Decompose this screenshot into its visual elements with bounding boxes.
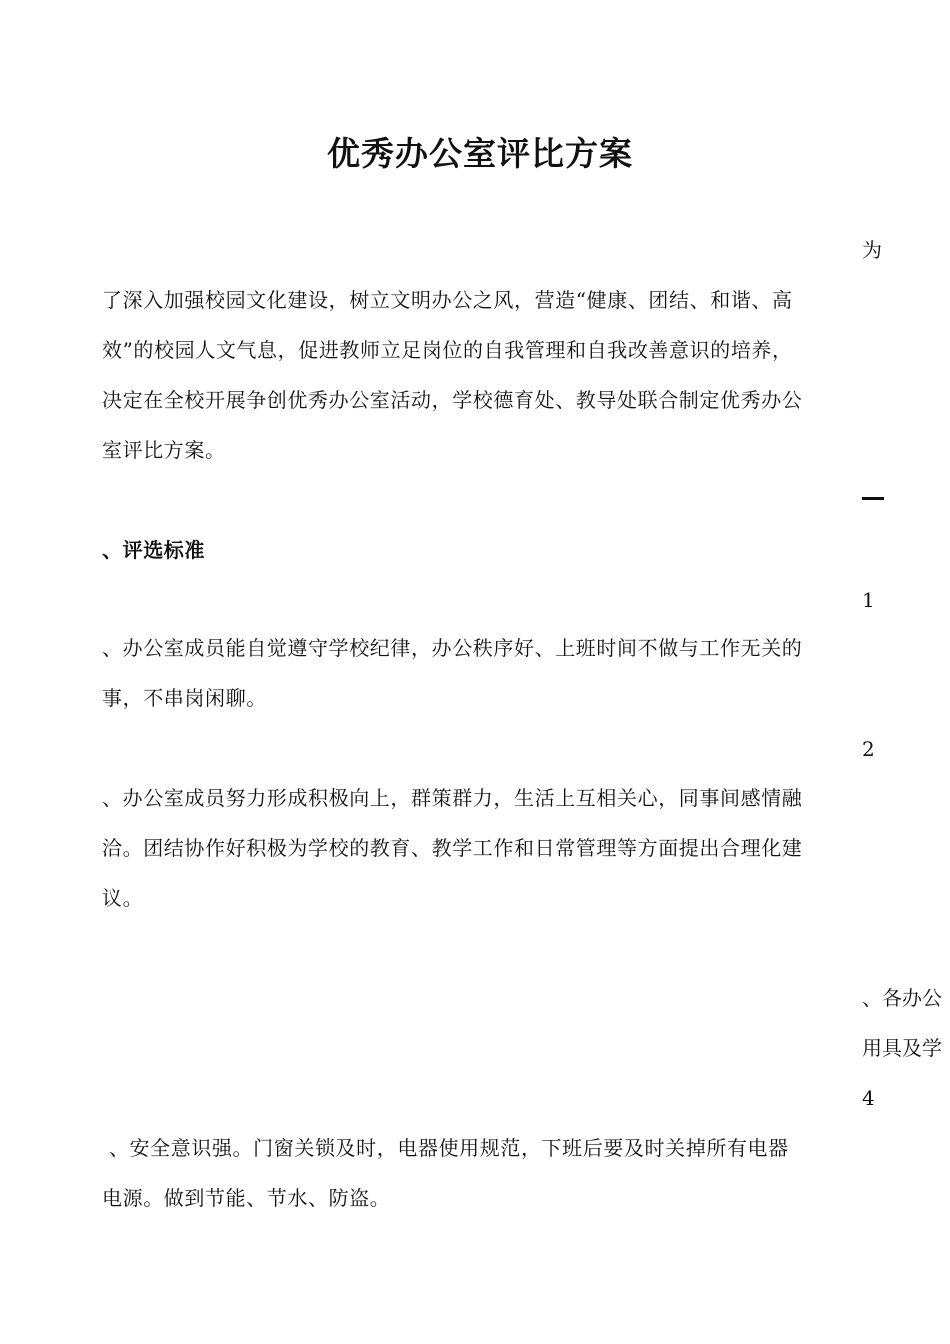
intro-lead-char: 为 [862, 238, 882, 262]
intro-line: 决定在全校开展争创优秀办公室活动，学校德育处、教导处联合制定优秀办公 [102, 388, 803, 412]
item-line-cut: 用具及学 [862, 1036, 942, 1060]
intro-line: 了深入加强校园文化建设，树立文明办公之风，营造“健康、团结、和谐、高 [102, 288, 793, 312]
section-number [862, 497, 884, 500]
section-heading: 、评选标准 [102, 538, 205, 562]
intro-line: 室评比方案。 [102, 438, 226, 462]
item-number: 4 [862, 1086, 875, 1110]
intro-line: 效”的校园人文气息，促进教师立足岗位的自我管理和自我改善意识的培养， [102, 338, 793, 362]
item-line: 、办公室成员能自觉遵守学校纪律，办公秩序好、上班时间不做与工作无关的 [102, 636, 803, 660]
document-title: 优秀办公室评比方案 [327, 134, 633, 173]
item-line: 、安全意识强。门窗关锁及时，电器使用规范，下班后要及时关掉所有电器 [102, 1136, 789, 1160]
item-line: 、办公室成员努力形成积极向上，群策群力，生活上互相关心，同事间感情融 [102, 786, 803, 810]
item-line: 洽。团结协作好积极为学校的教育、教学工作和日常管理等方面提出合理化建 [102, 836, 803, 860]
item-line: 电源。做到节能、节水、防盗。 [102, 1186, 391, 1210]
item-line: 议。 [102, 886, 144, 910]
item-number: 1 [862, 588, 875, 612]
item-number: 2 [862, 737, 875, 761]
item-line: 事，不串岗闲聊。 [102, 686, 267, 710]
item-line-cut: 、各办公 [862, 986, 942, 1010]
